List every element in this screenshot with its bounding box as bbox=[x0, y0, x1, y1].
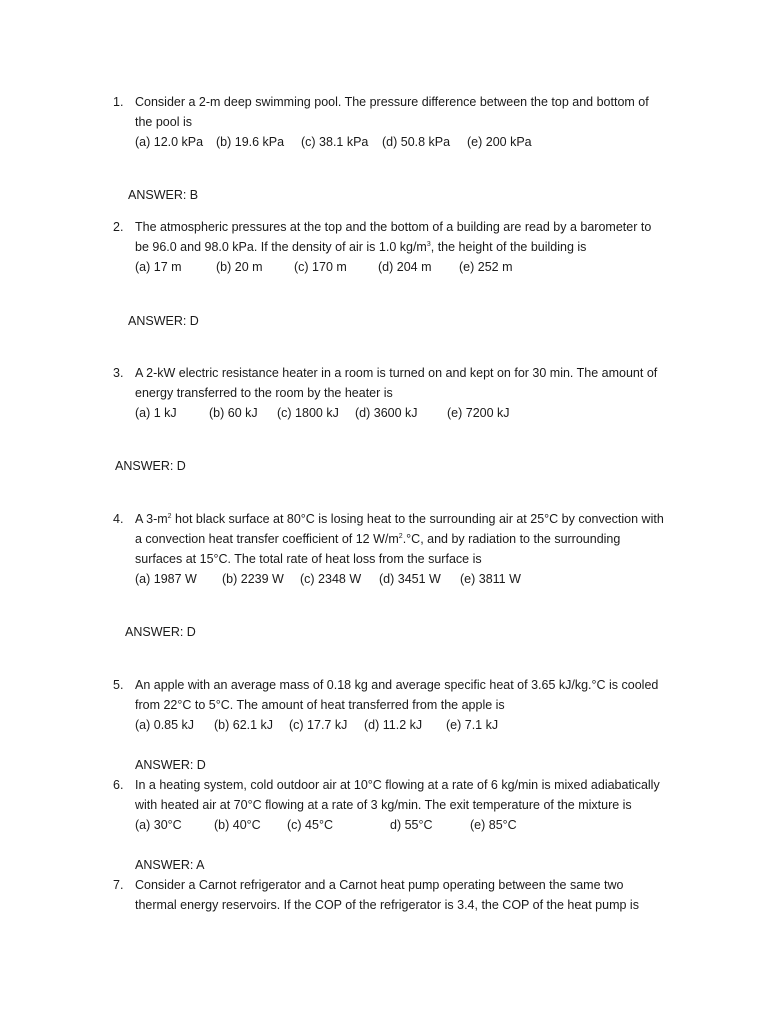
option-e: (e) 252 m bbox=[459, 260, 513, 274]
option-b: (b) 20 m bbox=[216, 260, 263, 274]
question-text: A $3-m^2$ hot black surface at 80°C is losing heat to the surrounding air at 25°C by convection with bbox=[135, 512, 664, 526]
option-e: (e) 200 kPa bbox=[467, 135, 532, 149]
question-text: be 96.0 and 98.0 kPa. If the density of air is 1.0 $kg/m^3$, the height of the building is bbox=[135, 240, 587, 254]
option-e: (e) 85°C bbox=[470, 818, 517, 832]
question-text: The atmospheric pressures at the top and the bottom of a building are read by a barometer to bbox=[135, 220, 652, 234]
option-c: (c) 45°C bbox=[287, 818, 333, 832]
question-number: 5. bbox=[113, 678, 124, 692]
option-d: (d) 50.8 kPa bbox=[382, 135, 451, 149]
option-d: d) 55°C bbox=[390, 818, 433, 832]
question-text: A 2-kW electric resistance heater in a room is turned on and kept on for 30 min. The amount of bbox=[135, 366, 658, 380]
option-d: (d) 3451 W bbox=[379, 572, 441, 586]
option-b: (b) 19.6 kPa bbox=[216, 135, 285, 149]
option-a: (a) 0.85 kJ bbox=[135, 718, 195, 732]
option-a: (a) 17 m bbox=[135, 260, 182, 274]
option-d: (d) 3600 kJ bbox=[355, 406, 418, 420]
question-text: Consider a Carnot refrigerator and a Carnot heat pump operating between the same two bbox=[135, 878, 624, 892]
option-a: (a) 1987 W bbox=[135, 572, 197, 586]
question-text: energy transferred to the room by the heater is bbox=[135, 386, 393, 400]
question-number: 3. bbox=[113, 366, 124, 380]
question-text: thermal energy reservoirs. If the COP of the refrigerator is 3.4, the COP of the heat pump is bbox=[135, 898, 639, 912]
answer: ANSWER: D bbox=[115, 459, 186, 473]
question-text: with heated air at 70°C flowing at a rate of 3 kg/min. The exit temperature of the mixture is bbox=[135, 798, 632, 812]
option-e: (e) 7200 kJ bbox=[447, 406, 510, 420]
answer: ANSWER: B bbox=[128, 188, 199, 202]
answer: ANSWER: D bbox=[128, 314, 199, 328]
question-text: from 22°C to 5°C. The amount of heat transferred from the apple is bbox=[135, 698, 505, 712]
question-number: 4. bbox=[113, 512, 124, 526]
question-number: 7. bbox=[113, 878, 124, 892]
option-d: (d) 204 m bbox=[378, 260, 432, 274]
option-a: (a) 12.0 kPa bbox=[135, 135, 204, 149]
question-number: 1. bbox=[113, 95, 124, 109]
question-text: An apple with an average mass of 0.18 kg and average specific heat of 3.65 kJ/kg.°C is cooled bbox=[135, 678, 659, 692]
option-e: (e) 3811 W bbox=[460, 572, 521, 586]
option-a: (a) 30°C bbox=[135, 818, 182, 832]
answer: ANSWER: D bbox=[125, 625, 196, 639]
question-text: surfaces at 15°C. The total rate of heat loss from the surface is bbox=[135, 552, 482, 566]
question-number: 6. bbox=[113, 778, 124, 792]
question-text: Consider a 2-m deep swimming pool. The pressure difference between the top and bottom of bbox=[135, 95, 649, 109]
option-b: (b) 60 kJ bbox=[209, 406, 258, 420]
question-text: the pool is bbox=[135, 115, 192, 129]
option-b: (b) 2239 W bbox=[222, 572, 284, 586]
option-c: (c) 17.7 kJ bbox=[289, 718, 348, 732]
question-number: 2. bbox=[113, 220, 124, 234]
option-b: (b) 40°C bbox=[214, 818, 261, 832]
question-text: In a heating system, cold outdoor air at 10°C flowing at a rate of 6 kg/min is mixed adiabatically bbox=[135, 778, 660, 792]
answer: ANSWER: A bbox=[135, 858, 205, 872]
option-a: (a) 1 kJ bbox=[135, 406, 177, 420]
option-e: (e) 7.1 kJ bbox=[446, 718, 499, 732]
option-c: (c) 2348 W bbox=[300, 572, 362, 586]
answer: ANSWER: D bbox=[135, 758, 206, 772]
option-d: (d) 11.2 kJ bbox=[364, 718, 423, 732]
question-text: a convection heat transfer coefficient of 12 $W/m^2.^\circ C$, and by radiation to the surrounding bbox=[135, 532, 621, 546]
option-c: (c) 1800 kJ bbox=[277, 406, 339, 420]
option-c: (c) 170 m bbox=[294, 260, 347, 274]
option-c: (c) 38.1 kPa bbox=[301, 135, 369, 149]
option-b: (b) 62.1 kJ bbox=[214, 718, 274, 732]
